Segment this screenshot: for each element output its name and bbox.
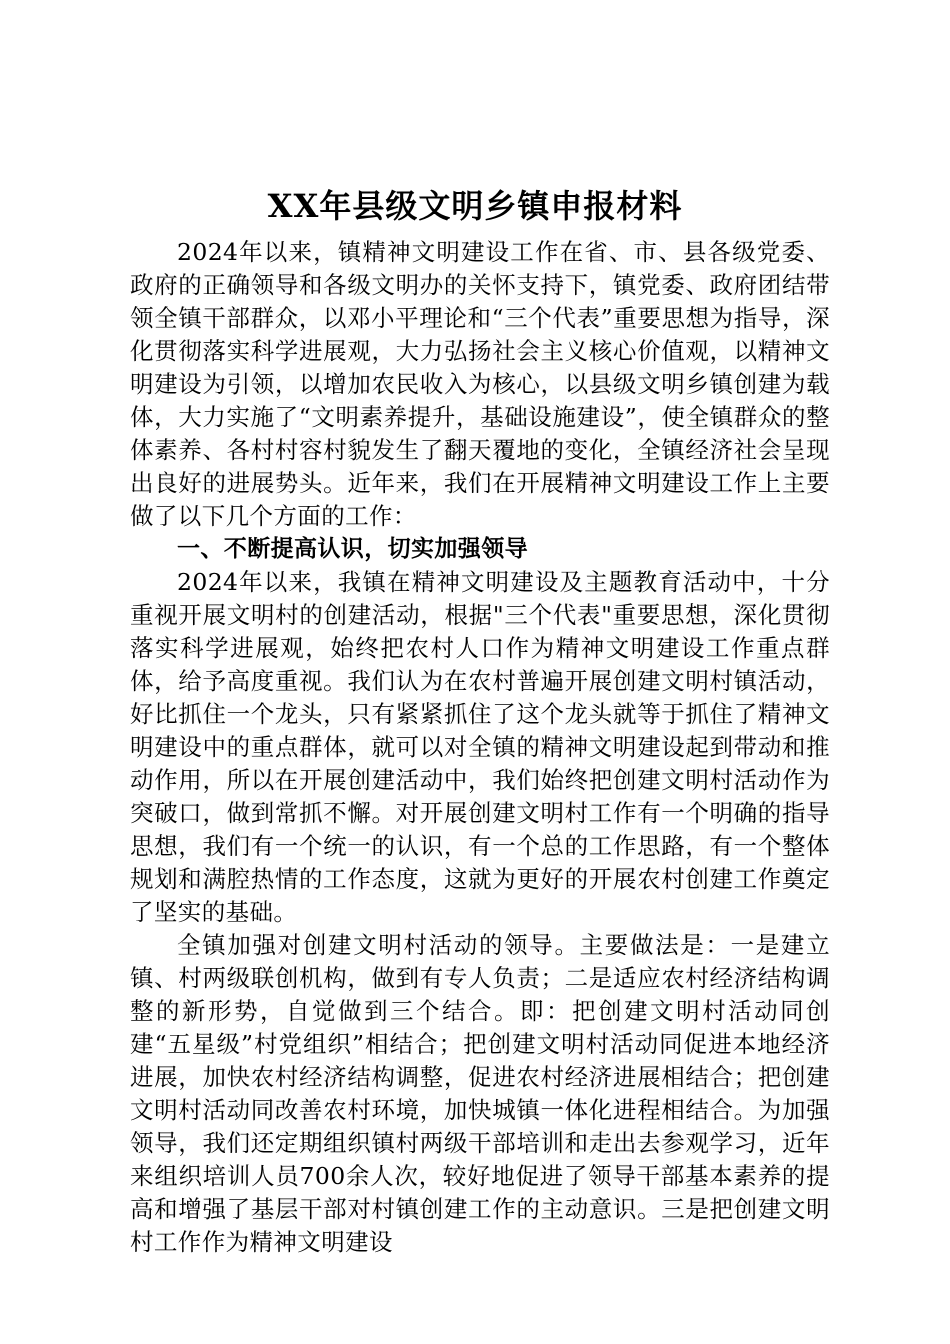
paragraph-section-1-b: 全镇加强对创建文明村活动的领导。主要做法是：一是建立镇、村两级联创机构，做到有专人负责；二是适应农村经济结构调整的新形势，自觉做到三个结合。即：把创建文明村活动同创建“五星级”村党组织”相结合；把创建文明村活动同促进本地经济进展，加快农村经济结构调整，促进农村经济进展相结合；把创建文明村活动同改善农村环境，加快城镇一体化进程相结合。为加强领导，我们还定期组织镇村两级干部培训和走出去参观学习，近年来组织培训人员700余人次，较好地促进了领导干部基本素养的提高和增强了基层干部对村镇创建工作的主动意识。三是把创建文明村工作作为精神文明建设 [130,931,830,1256]
paragraph-intro: 2024年以来，镇精神文明建设工作在省、市、县各级党委、政府的正确领导和各级文明办的关怀支持下，镇党委、政府团结带领全镇干部群众，以邓小平理论和“三个代表”重要思想为指导，深化贯彻落实科学进展观，大力弘扬社会主义核心价值观，以精神文明建设为引领，以增加农民收入为核心，以县级文明乡镇创建为载体，大力实施了“文明素养提升，基础设施建设”，使全镇群众的整体素养、各村村容村貌发生了翻天覆地的变化，全镇经济社会呈现出良好的进展势头。近年来，我们在开展精神文明建设工作上主要做了以下几个方面的工作： [130,238,830,530]
paragraph-section-1-a: 2024年以来，我镇在精神文明建设及主题教育活动中，十分重视开展文明村的创建活动，根据"三个代表"重要思想，深化贯彻落实科学进展观，始终把农村人口作为精神文明建设工作重点群体，给予高度重视。我们认为在农村普遍开展创建文明村镇活动，好比抓住一个龙头，只有紧紧抓住了这个龙头就等于抓住了精神文明建设中的重点群体，就可以对全镇的精神文明建设起到带动和推动作用，所以在开展创建活动中，我们始终把创建文明村活动作为突破口，做到常抓不懈。对开展创建文明村工作有一个明确的指导思想，我们有一个统一的认识，有一个总的工作思路，有一个整体规划和满腔热情的工作态度，这就为更好的开展农村创建工作奠定了坚实的基础。 [130,568,830,926]
document-body [130,236,830,1259]
document-title: XX年县级文明乡镇申报材料 [267,187,683,225]
section-heading-1: 一、不断提高认识，切实加强领导 [177,536,528,562]
